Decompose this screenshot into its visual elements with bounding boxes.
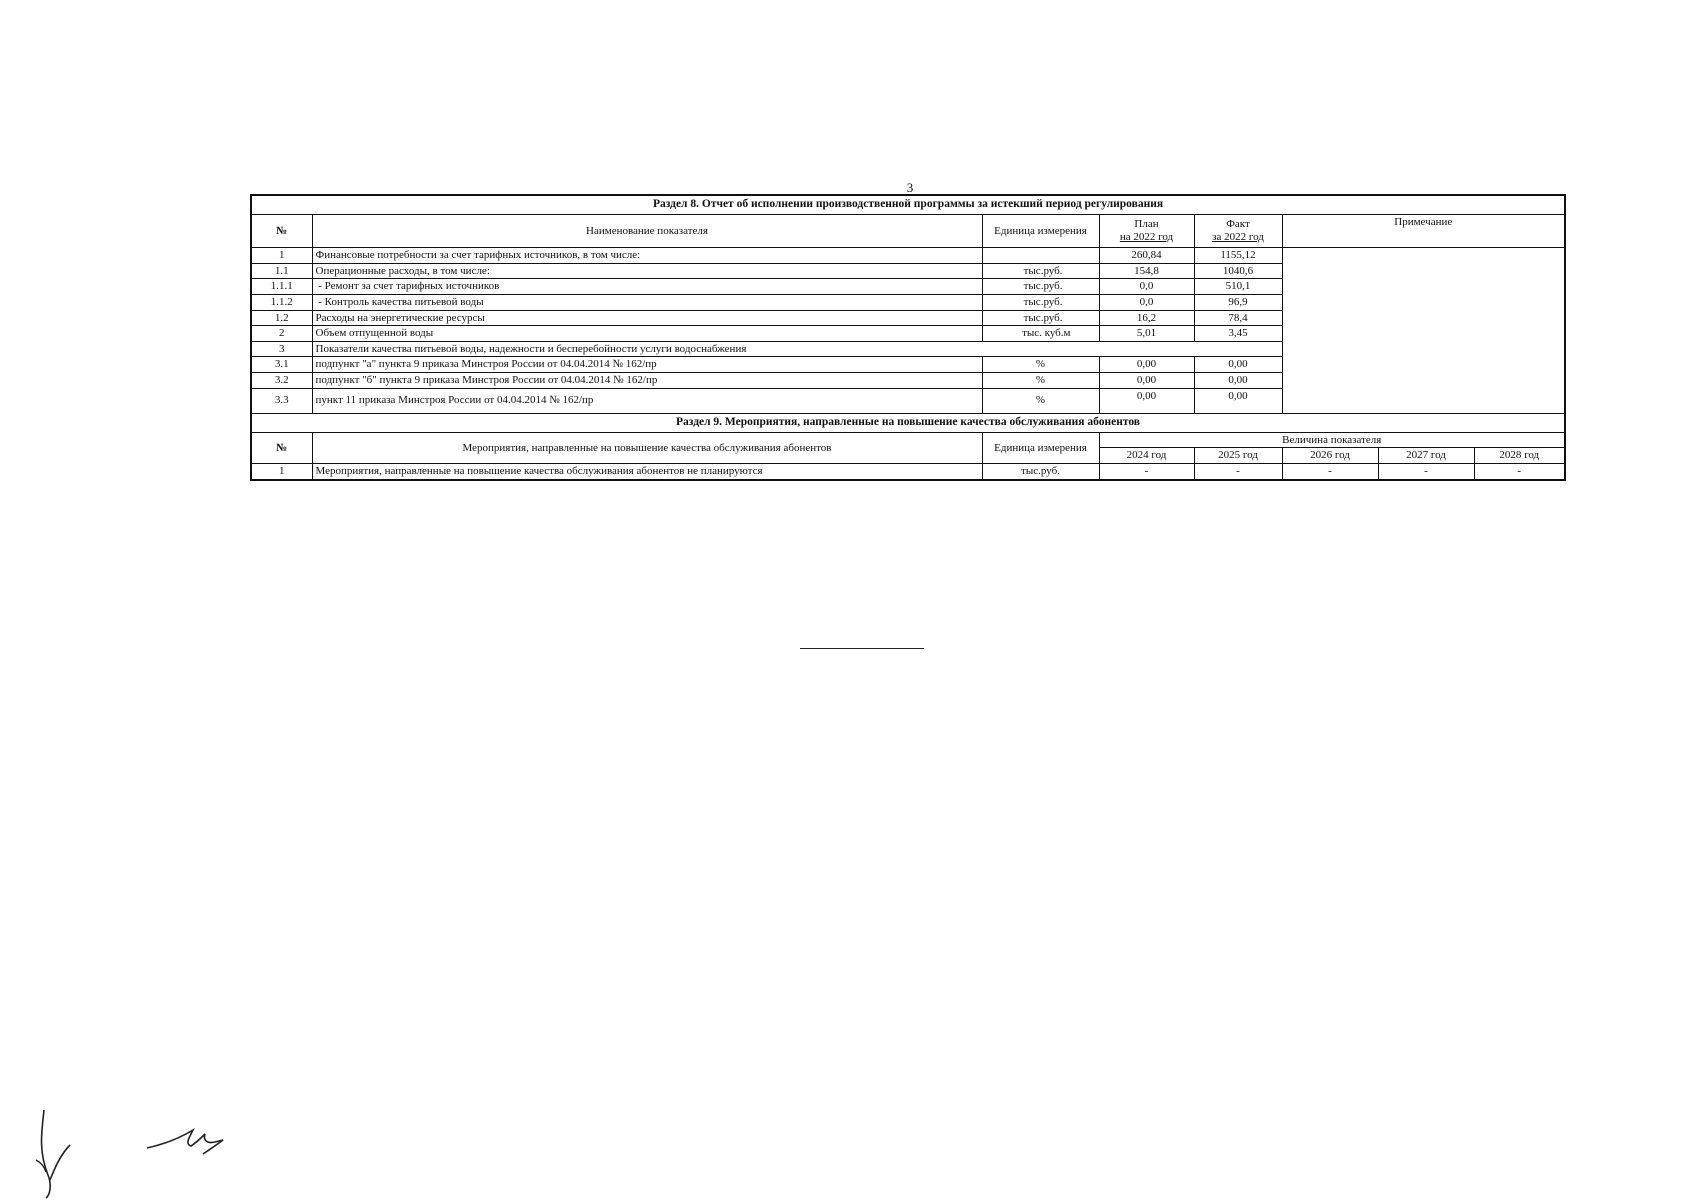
- row-value: -: [1194, 464, 1282, 480]
- row-value: -: [1099, 464, 1194, 480]
- row-plan: 260,84: [1099, 248, 1194, 264]
- row-plan: 5,01: [1099, 326, 1194, 342]
- row-unit: тыс.руб.: [982, 279, 1099, 295]
- section9-title: Раздел 9. Мероприятия, направленные на повышение качества обслуживания абонентов: [251, 413, 1565, 432]
- row-no: 1: [251, 248, 312, 264]
- row-unit: тыс. куб.м: [982, 326, 1099, 342]
- signature-mark-right: [145, 1120, 235, 1160]
- row-name: Расходы на энергетические ресурсы: [312, 310, 982, 326]
- row-no: 3.3: [251, 388, 312, 413]
- row-unit: %: [982, 357, 1099, 373]
- row-plan: 154,8: [1099, 263, 1194, 279]
- s8-header-no: №: [251, 215, 312, 248]
- s9-header-no: №: [251, 432, 312, 463]
- divider-line: [800, 648, 924, 649]
- row-unit: %: [982, 388, 1099, 413]
- row-value: -: [1378, 464, 1474, 480]
- row-fact: 96,9: [1194, 294, 1282, 310]
- row-no: 1.1: [251, 263, 312, 279]
- row-name: - Контроль качества питьевой воды: [312, 294, 982, 310]
- row-fact: 510,1: [1194, 279, 1282, 295]
- row-no: 1.1.1: [251, 279, 312, 295]
- s9-header-year: 2027 год: [1378, 448, 1474, 464]
- row-unit: [982, 248, 1099, 264]
- row-plan: 16,2: [1099, 310, 1194, 326]
- s9-header-year: 2025 год: [1194, 448, 1282, 464]
- row-no: 3.1: [251, 357, 312, 373]
- s9-header-name: Мероприятия, направленные на повышение качества обслуживания абонентов: [312, 432, 982, 463]
- row-fact: 0,00: [1194, 388, 1282, 413]
- signature-mark-left: [30, 1100, 80, 1200]
- s8-header-fact-sub: за 2022 год: [1212, 231, 1264, 243]
- row-no: 1.2: [251, 310, 312, 326]
- row-no: 3.2: [251, 373, 312, 389]
- row-name: Объем отпущенной воды: [312, 326, 982, 342]
- row-plan: 0,0: [1099, 279, 1194, 295]
- row-fact: 3,45: [1194, 326, 1282, 342]
- s8-header-note: Примечание: [1282, 215, 1565, 248]
- row-name: Мероприятия, направленные на повышение качества обслуживания абонентов не планируются: [312, 464, 982, 480]
- s9-header-year: 2024 год: [1099, 448, 1194, 464]
- row-name: подпункт "б" пункта 9 приказа Минстроя России от 04.04.2014 № 162/пр: [312, 373, 982, 389]
- row-value: -: [1474, 464, 1565, 480]
- row-unit: тыс.руб.: [982, 464, 1099, 480]
- section8-title: Раздел 8. Отчет об исполнении производственной программы за истекший период регулирования: [251, 195, 1565, 215]
- row-fact: 1040,6: [1194, 263, 1282, 279]
- row-unit: тыс.руб.: [982, 294, 1099, 310]
- row-name: Финансовые потребности за счет тарифных источников, в том числе:: [312, 248, 982, 264]
- s8-header-plan: [1099, 215, 1194, 248]
- page-number: 3: [906, 180, 914, 195]
- s9-header-value: Величина показателя: [1099, 432, 1565, 448]
- row-fact: 1155,12: [1194, 248, 1282, 264]
- row-plan: 0,00: [1099, 357, 1194, 373]
- s9-header-unit: Единица измерения: [982, 432, 1099, 463]
- row-no: 3: [251, 341, 312, 357]
- row-no: 1: [251, 464, 312, 480]
- table-row: [251, 248, 1565, 264]
- row-unit: тыс.руб.: [982, 310, 1099, 326]
- row-fact: 78,4: [1194, 310, 1282, 326]
- row-no: 1.1.2: [251, 294, 312, 310]
- row-fact: 0,00: [1194, 373, 1282, 389]
- row-value: -: [1282, 464, 1378, 480]
- s8-header-plan-sub: на 2022 год: [1119, 231, 1174, 243]
- s9-header-year: 2028 год: [1474, 448, 1565, 464]
- row-no: 2: [251, 326, 312, 342]
- s8-header-unit: Единица измерения: [982, 215, 1099, 248]
- row-name: Операционные расходы, в том числе:: [312, 263, 982, 279]
- s8-note-cell: [1282, 248, 1565, 414]
- row-plan: 0,0: [1099, 294, 1194, 310]
- s8-header-fact: [1194, 215, 1282, 248]
- s8-header-fact-label: Факт: [1226, 218, 1250, 231]
- row-unit: тыс.руб.: [982, 263, 1099, 279]
- report-table: [250, 194, 1566, 481]
- s8-header-name: Наименование показателя: [312, 215, 982, 248]
- row-unit: %: [982, 373, 1099, 389]
- row-plan: 0,00: [1099, 388, 1194, 413]
- row-name: подпункт "а" пункта 9 приказа Минстроя России от 04.04.2014 № 162/пр: [312, 357, 982, 373]
- s8-header-plan-label: План: [1134, 218, 1159, 231]
- row-plan: 0,00: [1099, 373, 1194, 389]
- row-fact: 0,00: [1194, 357, 1282, 373]
- row-name: - Ремонт за счет тарифных источников: [312, 279, 982, 295]
- row-name: Показатели качества питьевой воды, надежности и бесперебойности услуги водоснабжения: [312, 341, 1282, 357]
- table-row: [251, 464, 1565, 480]
- row-name: пункт 11 приказа Минстроя России от 04.04.2014 № 162/пр: [312, 388, 982, 413]
- s9-header-year: 2026 год: [1282, 448, 1378, 464]
